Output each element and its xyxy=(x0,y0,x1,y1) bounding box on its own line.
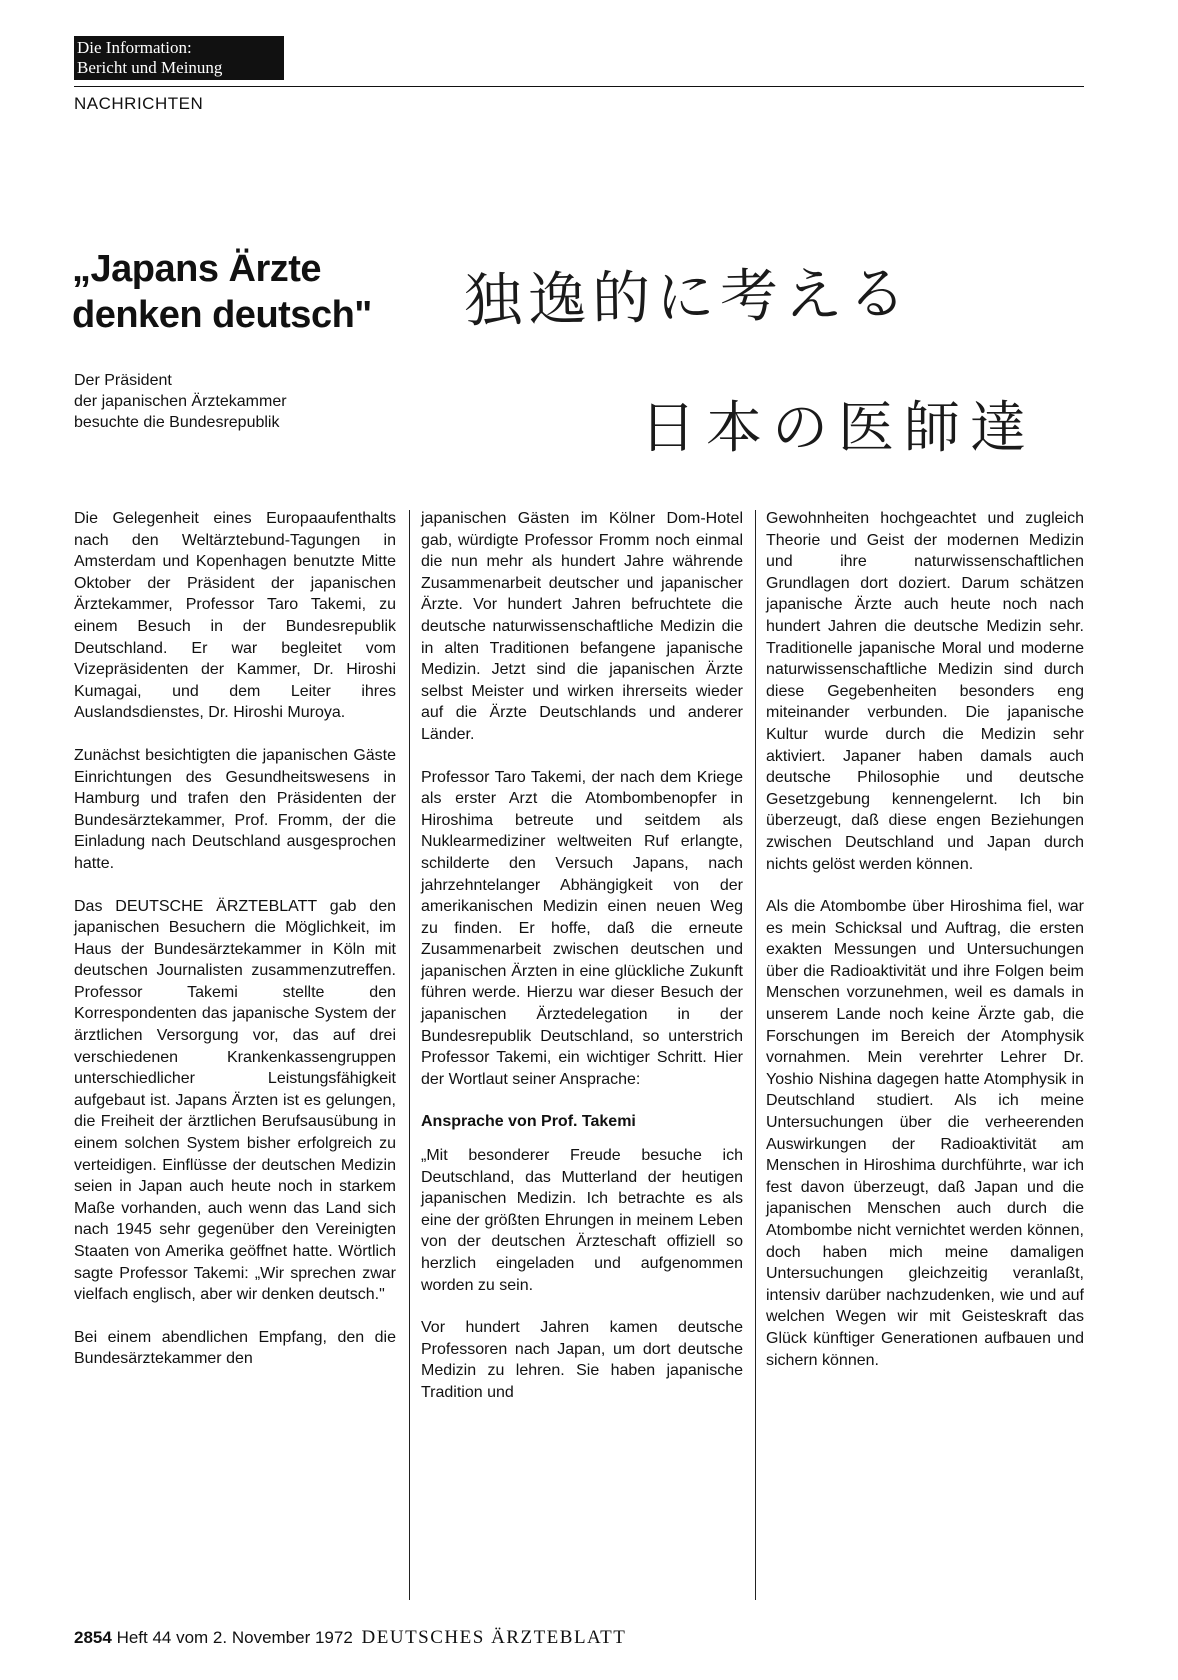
handwritten-japanese-line-2: 日本の医師達 xyxy=(640,396,1036,461)
paragraph: Gewohnheiten hochgeachtet und zugleich Theorie und Geist der modernen Medizin und ihre naturwissenschaftlichen Grundlagen dort doziert. Darum schätzen japanische Ärzte auch heute noch nach hundert Jahren die deutsche Medizin sehr. Traditionelle japanische Moral und moderne naturwissenschaftliche Medizin sind durch diese Gegebenheiten besonders eng miteinander verbunden. Die japanische Kultur wurde durch die Medizin sehr aktiviert. Japaner haben damals auch deutsche Philosophie und deutsche Gesetzgebung kennengelernt. Ich bin überzeugt, daß diese engen Beziehungen zwischen Deutschland und Japan durch nichts gelöst werden können. xyxy=(766,510,1084,873)
paragraph: japanischen Gästen im Kölner Dom-Hotel gab, würdigte Professor Fromm noch einmal die nun mehr als hundert Jahre währende Zusammenarbeit deutscher und japanischer Ärzte. Vor hundert Jahren befruchtete die deutsche naturwissenschaftliche Medizin die in alten Traditionen befangene japanische Medizin. Jetzt sind die japanischen Ärzte selbst Meister und wirken ihrerseits wieder auf die Ärzte Deutschlands und anderer Länder. xyxy=(421,510,743,743)
paragraph: Zunächst besichtigten die japanischen Gäste Einrichtungen des Gesundheitswesens in Hamburg und trafen den Präsidenten der Bundesärztekammer, Prof. Fromm, der die Einladung nach Deutschland ausgesprochen hatte. xyxy=(74,746,396,872)
magazine-name: DEUTSCHES ÄRZTEBLATT xyxy=(361,1627,627,1648)
section-label: NACHRICHTEN xyxy=(74,94,204,113)
header-rule xyxy=(74,86,1084,87)
paragraph: Die Gelegenheit eines Europaaufenthalts nach den Weltärztebund-Tagungen in Amsterdam und Kopenhagen benutzte Mitte Oktober der Präsident der japanischen Ärztekammer, Professor Taro Takemi, zu einem Besuch in der Bundesrepublik Deutschland. Er war begleitet vom Vizepräsidenten der Kammer, Dr. Hiroshi Kumagai, und dem Leiter ihres Auslandsdienstes, Dr. Hiroshi Muroya. xyxy=(74,510,396,722)
page-number: 2854 xyxy=(74,1628,112,1647)
paragraph: Bei einem abendlichen Empfang, den die Bundesärztekammer den xyxy=(74,1328,396,1368)
paragraph: „Mit besonderer Freude besuche ich Deutschland, das Mutterland der heutigen japanischen Medizin. Ich betrachte es als eine der größten Ehrungen in meinem Leben von der deutschen Ärzteschaft offiziell so herzlich eingeladen und aufgenommen worden zu sein. xyxy=(421,1147,743,1294)
column-divider-2 xyxy=(755,510,756,1600)
headline-line-1: „Japans Ärzte xyxy=(72,248,322,290)
article-column-1 xyxy=(74,508,396,1391)
subhead-line-2: der japanischen Ärztekammer xyxy=(74,393,287,410)
header-line-2: Bericht und Meinung xyxy=(77,58,223,77)
paragraph: Vor hundert Jahren kamen deutsche Professoren nach Japan, um dort deutsche Medizin zu lehren. Sie haben japanische Tradition und xyxy=(421,1319,743,1401)
headline-line-2: denken deutsch" xyxy=(72,294,372,336)
header-badge xyxy=(74,36,284,80)
article-column-3 xyxy=(766,508,1084,1392)
paragraph: Das DEUTSCHE ÄRZTEBLATT gab den japanischen Besuchern die Möglichkeit, im Haus der Bundesärztekammer in Köln mit deutschen Journalisten zusammenzutreffen. Professor Takemi stellte den Korrespondenten das japanische System der ärztlichen Versorgung vor, das auf drei verschiedenen Krankenkassengruppen unterschiedlicher Leistungsfähigkeit aufgebaut ist. Japans Ärzten ist es gelungen, die Freiheit der ärztlichen Berufsausübung in einem solchen System bisher erfolgreich zu verteidigen. Einflüsse der deutschen Medizin seien in Japan auch heute noch in starkem Maße vorhanden, auch wenn das Land sich nach 1945 sehr gegenüber den Vereinigten Staaten von Amerika geöffnet hatte. Wörtlich sagte Professor Takemi: „Wir sprechen zwar vielfach englisch, aber wir denken deutsch." xyxy=(74,897,396,1304)
paragraph: Als die Atombombe über Hiroshima fiel, war es mein Schicksal und Auftrag, die ersten exakten Messungen und Untersuchungen über die Radioaktivität und ihre Folgen beim Menschen vorzunehmen, weil es damals in unserem Lande noch keine Ärzte gab, die Forschungen im Bereich der Atomphysik vornahmen. Mein verehrter Lehrer Dr. Yoshio Nishina dagegen hatte Atomphysik in Deutschland studiert. Als ich meine Untersuchungen über die verheerenden Auswirkungen der Radioaktivität am Menschen in Hiroshima durchführte, war ich fest davon überzeugt, daß Japan und die japanischen Menschen auch durch die Atombombe nicht vernichtet werden können, doch haben mich meine damaligen Untersuchungen gleichzeitig veranlaßt, intensiv darüber nachzudenken, wie und auf welchen Wegen wir mit Geisteskraft das Glück künftiger Generationen aufbauen und sichern können. xyxy=(766,898,1084,1369)
article-headline xyxy=(72,246,472,338)
article-subheadline xyxy=(74,370,394,433)
subhead-line-3: besuchte die Bundesrepublik xyxy=(74,414,280,431)
article-column-2 xyxy=(421,508,743,1425)
column-divider-1 xyxy=(409,510,410,1600)
subhead-line-1: Der Präsident xyxy=(74,372,172,389)
handwritten-japanese-line-1: 独逸的に考える xyxy=(463,259,913,335)
speech-heading: Ansprache von Prof. Takemi xyxy=(421,1113,636,1131)
header-line-1: Die Information: xyxy=(77,38,192,57)
page-footer xyxy=(74,1627,626,1649)
paragraph: Professor Taro Takemi, der nach dem Kriege als erster Arzt die Atombombenopfer in Hiroshima betreute und seitdem als Nuklearmediziner weltweiten Ruf erlangte, schilderte den Versuch Japans, nach jahrzehntelanger Abhängigkeit von der amerikanischen Medizin einen neuen Weg zu finden. Er hoffe, daß die erneute Zusammenarbeit zwischen deutschen und japanischen Ärzten in eine glückliche Zukunft führen werde. Hierzu war dieser Besuch der japanischen Ärztedelegation in der Bundesrepublik Deutschland, so unterstrich Professor Takemi, ein wichtiger Schritt. Hier der Wortlaut seiner Ansprache: xyxy=(421,768,743,1088)
issue-info: Heft 44 vom 2. November 1972 xyxy=(116,1628,353,1647)
